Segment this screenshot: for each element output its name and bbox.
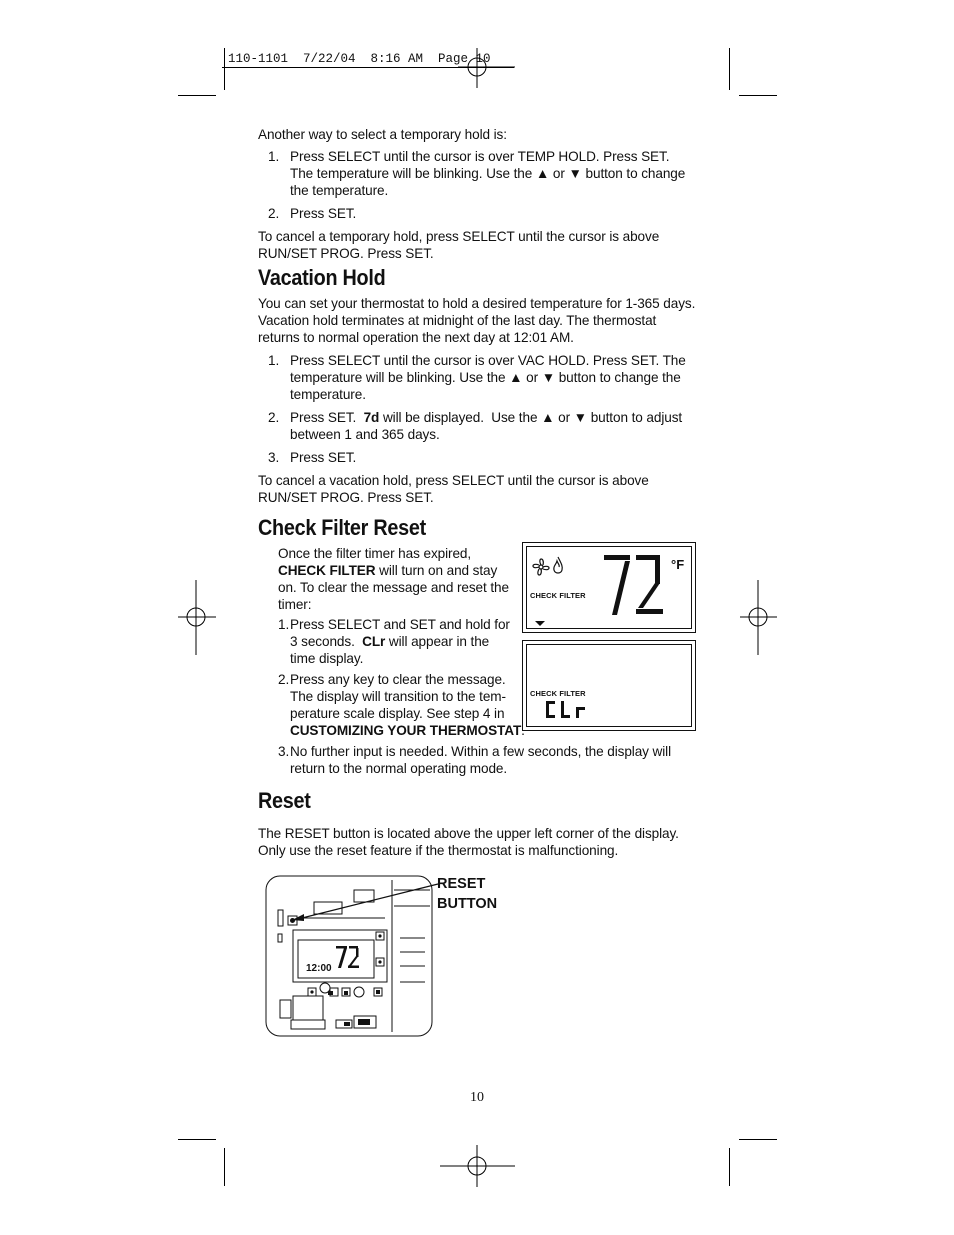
cancel-vacation-line: To cancel a vacation hold, press SELECT until the cursor is above	[258, 473, 649, 488]
vacation-hold-heading: Vacation Hold	[258, 265, 386, 290]
step-number: 2.	[278, 672, 290, 687]
step-line: temperature.	[290, 387, 366, 402]
step-line: Press SET. 7d will be displayed. Use the ▲ or ▼ button to adjust	[290, 410, 683, 425]
check-filter-term: CHECK FILTER	[278, 563, 376, 578]
degree-f-label: °F	[671, 557, 685, 572]
vacation-desc-line: returns to normal operation the next day at 12:01 AM.	[258, 330, 574, 345]
step-number: 1.	[268, 149, 280, 164]
clr-segment-display	[545, 700, 587, 719]
page-number: 10	[470, 1090, 484, 1105]
cancel-vacation-line: RUN/SET PROG. Press SET.	[258, 490, 434, 505]
diagram-time: 12:00	[306, 963, 332, 974]
step-line: temperature will be blinking. Use the ▲ or ▼ button to change the	[290, 370, 681, 385]
step-line: perature scale display. See step 4 in	[290, 706, 505, 721]
filter-para-line: CHECK FILTER will turn on and stay	[278, 563, 498, 578]
filter-para-line: on. To clear the message and reset the	[278, 580, 509, 595]
step-line: Press SELECT and SET and hold for	[290, 617, 510, 632]
step-line: No further input is needed. Within a few seconds, the display will	[290, 744, 672, 759]
reset-callout-line: BUTTON	[437, 896, 498, 912]
step-line: Press SELECT until the cursor is over TEMP HOLD. Press SET.	[290, 149, 670, 164]
check-filter-label: CHECK FILTER	[530, 591, 586, 600]
reset-desc-line: Only use the reset feature if the thermostat is malfunctioning.	[258, 843, 619, 858]
cancel-temp-line: To cancel a temporary hold, press SELECT until the cursor is above	[258, 229, 660, 244]
step-number: 2.	[268, 410, 280, 425]
step-number: 3.	[278, 744, 290, 759]
step-line: The temperature will be blinking. Use the ▲ or ▼ button to change	[290, 166, 686, 181]
reset-desc-line: The RESET button is located above the upper left corner of the display.	[258, 826, 679, 841]
step-number: 2.	[268, 206, 280, 221]
step-number: 3.	[268, 450, 280, 465]
step-line: time display.	[290, 651, 364, 666]
intro-text: Another way to select a temporary hold is:	[258, 127, 507, 142]
code-7d: 7d	[363, 410, 380, 425]
vacation-desc-line: Vacation hold terminates at midnight of the last day. The thermostat	[258, 313, 657, 328]
customizing-reference: CUSTOMIZING YOUR THERMOSTAT	[290, 723, 522, 738]
lcd-check-filter-clr	[522, 640, 696, 731]
print-slug: 110-1101 7/22/04 8:16 AM Page 10	[228, 52, 491, 66]
step-line	[290, 722, 525, 739]
step-line: Press SET.	[290, 206, 357, 221]
step-line: 3 seconds. CLr will appear in the	[290, 634, 490, 649]
step-number: 1.	[278, 617, 290, 632]
step-line: the temperature.	[290, 183, 389, 198]
reset-heading: Reset	[258, 788, 311, 813]
temperature-digits	[601, 553, 669, 617]
step-line: Press any key to clear the message.	[290, 672, 506, 687]
step-line: Press SET.	[290, 450, 357, 465]
code-clr: CLr	[362, 634, 386, 649]
check-filter-label: CHECK FILTER	[530, 689, 586, 698]
step-line: The display will transition to the tem-	[290, 689, 506, 704]
filter-para-line: timer:	[278, 597, 312, 612]
reset-callout-line: RESET	[437, 876, 486, 892]
flame-icon	[551, 555, 565, 577]
check-filter-heading: Check Filter Reset	[258, 515, 426, 540]
step-line: between 1 and 365 days.	[290, 427, 440, 442]
vacation-desc-line: You can set your thermostat to hold a desired temperature for 1-365 days.	[258, 296, 696, 311]
step-line: return to the normal operating mode.	[290, 761, 508, 776]
step-line: Press SELECT until the cursor is over VAC HOLD. Press SET. The	[290, 353, 686, 368]
cursor-arrow-icon	[534, 620, 546, 627]
step-number: 1.	[268, 353, 280, 368]
lcd-check-filter-temp	[522, 542, 696, 633]
thermostat-diagram	[260, 870, 440, 1042]
cancel-temp-line: RUN/SET PROG. Press SET.	[258, 246, 434, 261]
filter-para-line: Once the filter timer has expired,	[278, 546, 472, 561]
